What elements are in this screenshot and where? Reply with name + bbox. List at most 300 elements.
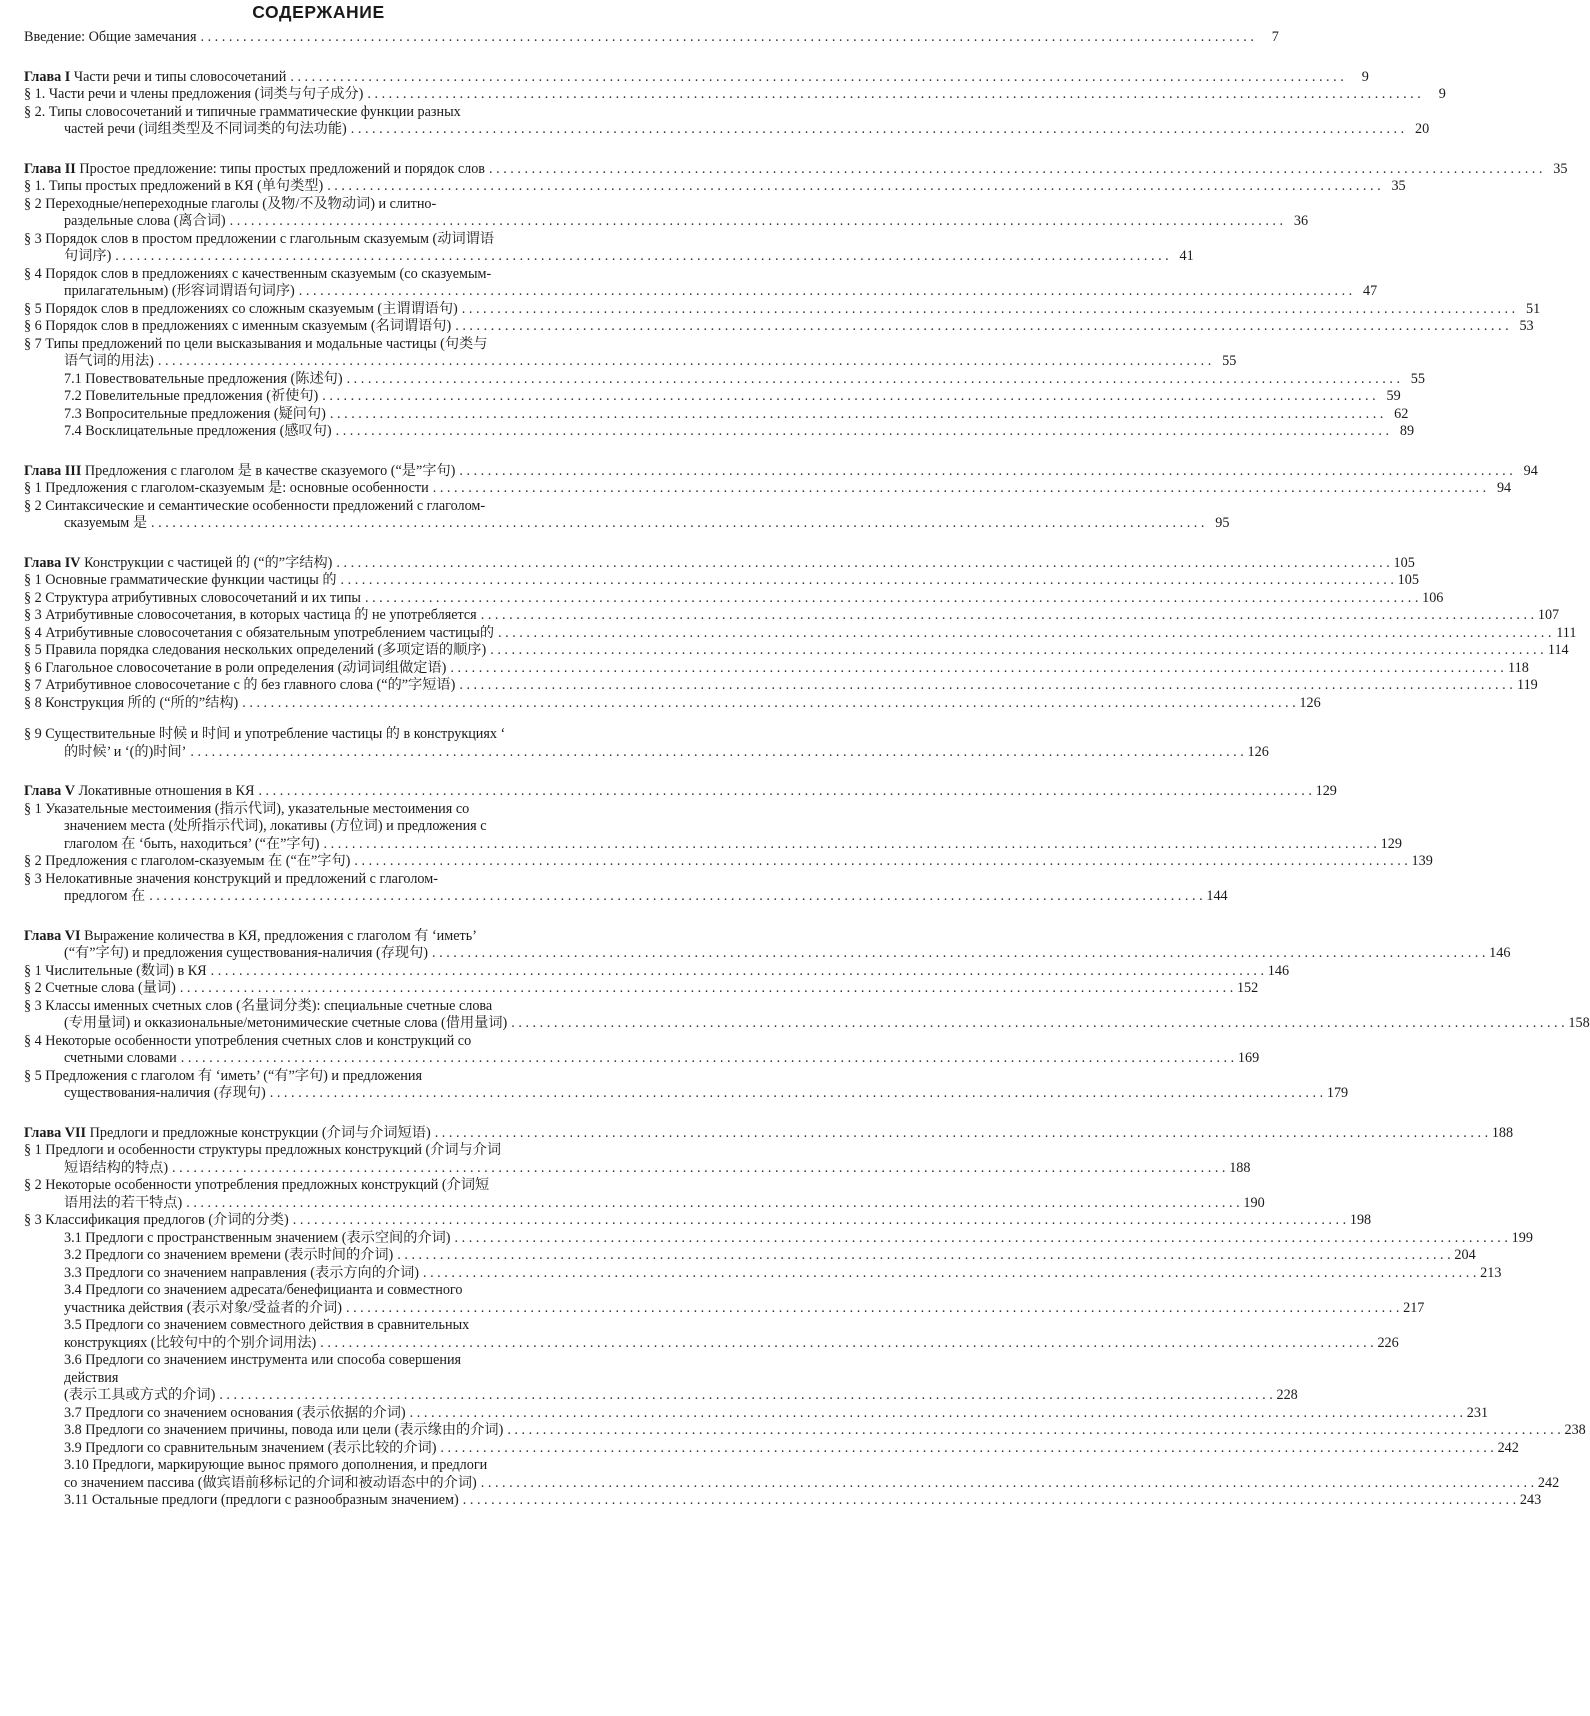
page-number: 59 [1386,388,1401,404]
dot-leader [367,86,1420,104]
page-number: 139 [1411,853,1433,869]
page-number: 158 [1568,1015,1590,1031]
toc-entry-line [24,888,1228,906]
toc-entry-text [64,818,487,836]
toc-subsection-entry[interactable] [24,1422,1586,1440]
dot-leader [327,178,1380,196]
toc-entry-title: § 2 Некоторые особенности употребления предложных конструкций (介词短 [24,1177,490,1193]
chapter-label: Глава VII [24,1124,87,1141]
toc-entry-title: § 7 Типы предложений по цели высказывания и модальные частицы (句类与 [24,335,488,352]
toc-chapter-entry[interactable] [24,927,1511,963]
toc-section-entry[interactable] [24,659,1529,678]
toc-subsection-entry[interactable] [24,1457,1560,1492]
toc-entry-title: § 5 Порядок слов в предложениях со сложным сказуемым (主谓谓语句) [24,300,458,317]
dot-leader [190,744,1243,762]
toc-entry-line [24,104,613,122]
toc-spacer [24,761,613,783]
toc-subsection-entry[interactable] [24,1247,1476,1265]
page-number: 62 [1394,405,1409,422]
toc-entry-line [24,86,1446,104]
toc-section-entry[interactable] [24,624,1577,643]
toc-entry-text [64,1405,406,1423]
toc-entry-line [24,480,1512,498]
toc-entry-line [24,515,1230,533]
toc-entry-title: 3.5 Предлоги со значением совместного действия в сравнительных [64,1317,470,1333]
toc-entry-title: Предложения с глаголом 是 в качестве сказуемого (“是”字句) [81,462,456,479]
toc-section-entry[interactable] [24,800,1402,854]
dot-leader [346,1300,1399,1318]
toc-intro-entry[interactable] [24,29,1279,47]
toc-entry-title: § 4 Атрибутивные словосочетания с обязательным употреблением частицы的 [24,624,495,641]
toc-entry-title: 3.1 Предлоги с пространственным значением (表示空间的介词) [64,1229,451,1246]
dot-leader [341,572,1394,590]
toc-entry-line [24,743,1269,762]
page-number: 41 [1179,248,1194,264]
page-number: 198 [1349,1212,1372,1228]
toc-entry-line [64,1247,1476,1265]
toc-entry-text [24,1212,289,1230]
toc-entry-title: § 3 Порядок слов в простом предложении с глагольным сказуемым (动词谓语 [24,230,495,247]
toc-entry-line [64,1439,1519,1458]
dot-leader [115,248,1168,266]
toc-entry-title: (专用量词) и окказиональные/метонимические счетные слова (借用量词) [64,1015,508,1031]
toc-entry-text [24,1177,489,1195]
chapter-label: Глава II [24,160,76,177]
page-number: 231 [1466,1404,1489,1421]
chapter-label: Глава IV [24,554,81,571]
toc-entry-line [24,642,1569,660]
toc-entry-text [64,1300,342,1318]
page-number: 152 [1236,980,1259,996]
toc-entry-title: 语用法的若干特点) [64,1194,183,1211]
page-number: 36 [1293,213,1309,229]
toc-section-entry[interactable] [24,195,1309,231]
dot-leader [242,695,1295,713]
toc-entry-text [64,1085,266,1103]
dot-leader [322,388,1375,406]
toc-entry-line [64,370,1425,389]
toc-entry-line [64,1422,1586,1440]
toc-entry-title: § 1 Указательные местоимения (指示代词), указательные местоимения со [24,800,470,817]
toc-entry-line [24,835,1402,854]
toc-section-entry[interactable] [24,318,1534,336]
toc-entry-line [24,1033,613,1051]
dot-leader [410,1405,1463,1423]
toc-entry-text [24,29,196,47]
page-number: 190 [1243,1194,1265,1211]
toc-entry-title: § 4 Порядок слов в предложениях с качественным сказуемым (со сказуемым- [24,265,492,282]
dot-leader [435,1125,1488,1143]
page-number: 107 [1537,607,1560,623]
chapter-label: Глава V [24,783,76,799]
toc-entry-title: § 1 Предлоги и особенности структуры предложных конструкций (介词与介词 [24,1142,502,1158]
dot-leader [489,161,1542,179]
toc-entry-title: счетными словами [64,1050,177,1066]
toc-subsection-entry[interactable] [24,1264,1502,1283]
toc-entry-text [64,945,428,963]
dot-leader [459,677,1512,695]
toc-entry-line [64,1264,1502,1283]
toc-entry-title: § 1. Типы простых предложений в КЯ (单句类型) [24,178,324,194]
toc-entry-line [64,1352,613,1370]
toc-entry-line [24,659,1529,678]
toc-entry-line [64,1492,1542,1510]
page-number: 119 [1517,677,1538,693]
toc-entry-line [24,68,1369,87]
toc-entry-title: 短语结构的特点) [64,1159,169,1176]
toc-entry-line [24,1068,613,1086]
toc-entry-title: раздельные слова (离合词) [64,213,226,229]
chapter-label: Глава VI [24,927,81,944]
toc-section-entry[interactable] [24,980,1259,998]
toc-entry-title: действия [64,1369,119,1386]
dot-leader [200,29,1253,47]
dot-leader [354,853,1407,871]
toc-section-entry[interactable] [24,677,1538,695]
toc-entry-title: § 7 Атрибутивное словосочетание с 的 без главного слова (“的”字短语) [24,677,456,693]
toc-entry-text [64,1352,461,1370]
toc-entry-line [24,624,1577,643]
toc-entry-line [64,388,1401,406]
page-number: 144 [1206,888,1228,904]
toc-entry-title: § 2. Типы словосочетаний и типичные грамматические функции разных [24,103,461,120]
toc-entry-text [64,1195,182,1213]
toc-entry-line [24,1142,613,1160]
dot-leader [181,1050,1234,1068]
toc-section-entry[interactable] [24,1212,1372,1230]
page-number: 217 [1403,1299,1425,1316]
toc-entry-line [24,945,1511,963]
toc-entry-text [64,1370,118,1388]
toc-entry-title: § 4 Некоторые особенности употребления счетных слов и конструкций со [24,1032,472,1049]
toc-entry-title: 3.11 Остальные предлоги (предлоги с разнообразным значением) [64,1492,459,1508]
dot-leader [151,515,1204,533]
toc-entry-title: 7.4 Восклицательные предложения (感叹句) [64,423,332,439]
toc-entry-title: § 9 Существительные 时候 и 时间 и употребление частицы 的 в конструкциях ‘ [24,726,506,742]
toc-entry-text [24,695,238,713]
toc-entry-text [24,196,436,214]
toc-section-entry[interactable] [24,480,1512,498]
toc-entry-text [64,1230,451,1248]
toc-entry-text [64,121,347,139]
toc-entry-title: значением места (处所指示代词), локативы (方位词) и предложения с [64,818,487,834]
page-number: 242 [1497,1439,1519,1456]
toc-entry-title: 7.2 Повелительные предложения (祈使句) [64,388,319,404]
dot-leader [211,963,1264,981]
page-number: 126 [1247,743,1269,760]
page-number: 111 [1556,624,1577,641]
toc-subsection-entry[interactable] [24,405,1409,424]
toc-entry-text [64,888,145,906]
toc-subsection-entry[interactable] [24,1439,1519,1458]
toc-entry-title: § 5 Правила порядка следования нескольких определений (多项定语的顺序) [24,642,487,658]
dot-leader [511,1015,1564,1033]
toc-entry-text [64,1265,419,1283]
toc-entry-title: сказуемым 是 [64,515,148,531]
toc-entry-line [24,1194,1265,1213]
toc-entry-title: § 8 Конструкция 所的 (“所的”结构) [24,694,239,711]
page-number: 114 [1547,642,1569,658]
toc-entry-title: 的时候’ и ‘(的)时间’ [64,743,187,760]
toc-subsection-entry[interactable] [24,370,1425,389]
toc-section-entry[interactable] [24,265,1378,301]
toc-entry-title: § 1 Числительные (数词) в КЯ [24,962,207,979]
page-number: 228 [1276,1387,1298,1403]
toc-entry-line [24,962,1290,981]
toc-entry-text [24,963,207,981]
toc-chapter-entry[interactable] [24,1124,1514,1143]
toc-entry-text [24,726,505,744]
toc-entry-text [24,1033,471,1051]
page-number: 105 [1397,572,1419,588]
toc-entry-line [24,462,1538,481]
page-number: 35 [1391,178,1406,194]
dot-leader [397,1247,1450,1265]
toc-section-entry[interactable] [24,997,1590,1033]
dot-leader [498,625,1551,643]
toc-entry-text [24,86,363,104]
toc-entry-title: 句词序) [64,248,112,264]
toc-entry-line [24,1085,1349,1103]
toc-entry-line [64,1282,613,1300]
toc-section-entry[interactable] [24,497,1230,533]
toc-entry-line [24,801,613,819]
toc-entry-line [64,1334,1399,1353]
toc-entry-text [24,660,446,678]
toc-entry-title: 3.4 Предлоги со значением адресата/бенефицианта и совместного [64,1282,463,1298]
dot-leader [320,1335,1373,1353]
toc-subsection-entry[interactable] [24,1352,1298,1405]
toc-subsection-entry[interactable] [24,1404,1489,1423]
toc-entry-title: (“有”字句) и предложения существования-наличия (存现句) [64,945,429,961]
chapter-label: Глава I [24,68,71,85]
dot-leader [293,1212,1346,1230]
page-number: 95 [1215,515,1230,531]
toc-entry-title: 3.10 Предлоги, маркирующие вынос прямого дополнения, и предлоги [64,1457,488,1473]
toc-section-entry[interactable] [24,86,1446,104]
toc-entry-line [64,1317,613,1335]
toc-entry-text [64,213,226,231]
toc-section-entry[interactable] [24,1032,1260,1068]
page-number: 53 [1519,318,1534,334]
toc-subsection-entry[interactable] [24,388,1401,406]
toc-entry-title: 语气词的用法) [64,353,154,369]
toc-section-entry[interactable] [24,572,1419,590]
page-number: 169 [1237,1050,1260,1066]
dot-leader [299,283,1352,301]
toc-entry-title: § 2 Синтаксические и семантические особенности предложений с глаголом- [24,497,486,514]
toc-entry-text [24,266,491,284]
toc-chapter-entry[interactable] [24,783,1337,801]
toc-entry-title: § 1. Части речи и члены предложения (词类与句子成分) [24,86,364,102]
toc-entry-text [24,104,461,122]
toc-entry-text [64,1440,436,1458]
dot-leader [230,213,1283,231]
toc-entry-text [24,1125,431,1143]
dot-leader [433,480,1486,498]
page-number: 226 [1377,1334,1399,1351]
page-number: 106 [1422,589,1444,606]
dot-leader [481,607,1534,625]
page-number: 129 [1315,783,1337,799]
toc-entry-line [24,677,1538,695]
toc-subsection-entry[interactable] [24,1317,1399,1352]
toc-entry-line [24,694,1321,713]
toc-entry-text [24,161,485,179]
toc-entry-line [64,1457,613,1475]
toc-section-entry[interactable] [24,870,1228,906]
dot-leader [459,463,1512,481]
toc-entry-text [64,1457,487,1475]
dot-leader [258,783,1311,801]
toc-entry-line [24,318,1534,336]
toc-entry-line [24,1177,613,1195]
toc-section-entry[interactable] [24,1067,1349,1103]
toc-section-entry[interactable] [24,694,1321,713]
toc-entry-line [24,1124,1514,1143]
toc-section-entry[interactable] [24,1142,1251,1177]
toc-chapter-entry[interactable] [24,462,1538,481]
toc-entry-title: § 6 Порядок слов в предложениях с именным сказуемым (名词谓语句) [24,318,452,334]
table-of-contents [24,29,1590,1510]
page-number: 188 [1229,1159,1251,1176]
toc-entry-line [24,853,1433,871]
toc-entry-text [24,677,455,695]
toc-entry-title: Выражение количества в КЯ, предложения с глаголом 有 ‘иметь’ [80,927,477,944]
dot-leader [186,1195,1239,1213]
toc-entry-line [24,607,1560,625]
toc-entry-line [64,405,1409,424]
page-number: 89 [1399,423,1415,439]
toc-subsection-entry[interactable] [24,1282,1425,1317]
toc-entry-title: 3.7 Предлоги со значением основания (表示依据的介词) [64,1404,406,1421]
toc-section-entry[interactable] [24,103,1430,139]
page-number: 47 [1363,283,1378,299]
page-number: 243 [1519,1492,1542,1508]
toc-section-entry[interactable] [24,589,1444,608]
dot-leader [463,1492,1516,1510]
toc-entry-line [24,726,613,744]
dot-leader [455,318,1508,336]
page-number: 179 [1326,1085,1349,1101]
toc-entry-text [24,231,494,249]
toc-entry-text [24,1068,422,1086]
toc-section-entry[interactable] [24,335,1237,371]
toc-entry-text [24,625,494,643]
toc-entry-line [24,283,1378,301]
toc-entry-line [24,196,613,214]
toc-section-entry[interactable] [24,1177,1265,1212]
toc-entry-text [64,744,186,762]
toc-entry-text [24,480,429,498]
page-number: 94 [1523,462,1538,479]
dot-leader [336,423,1389,441]
toc-entry-text [24,318,451,336]
toc-entry-text [24,1142,501,1160]
toc-entry-text [64,1317,469,1335]
toc-entry-line [24,1015,1590,1033]
dot-leader [270,1085,1323,1103]
toc-chapter-entry[interactable] [24,554,1415,573]
toc-subsection-entry[interactable] [24,423,1415,441]
toc-spacer [24,47,613,69]
dot-leader [455,1230,1508,1248]
dot-leader [481,1475,1534,1493]
toc-subsection-entry[interactable] [24,1229,1533,1248]
toc-entry-text [64,1282,462,1300]
toc-entry-title: со значением пассива (做宾语前移标记的介词和被动语态中的介词) [64,1474,477,1491]
toc-chapter-entry[interactable] [24,68,1369,87]
toc-entry-text [64,1475,477,1493]
toc-entry-text [24,590,361,608]
toc-entry-line [24,300,1541,319]
toc-entry-line [64,1299,1425,1318]
toc-entry-line [24,498,613,516]
toc-section-entry[interactable] [24,607,1560,625]
toc-entry-title: 7.1 Повествовательные предложения (陈述句) [64,370,343,387]
toc-entry-title: 3.9 Предлоги со сравнительным значением (表示比较的介词) [64,1439,437,1456]
page-number: 146 [1489,945,1511,961]
toc-spacer [24,441,613,463]
toc-entry-line [64,1474,1560,1493]
toc-entry-text [24,642,486,660]
dot-leader [432,945,1485,963]
toc-entry-text [24,463,455,481]
page-number: 9 [1361,68,1369,85]
toc-section-entry[interactable] [24,962,1290,981]
toc-section-entry[interactable] [24,178,1406,196]
toc-entry-title: § 3 Классификация предлогов (介词的分类) [24,1212,289,1228]
toc-entry-line [64,1404,1489,1423]
toc-entry-text [64,248,111,266]
toc-spacer [24,139,613,161]
dot-leader [172,1160,1225,1178]
toc-entry-text [64,371,343,389]
toc-entry-text [24,301,458,319]
toc-entry-line [24,589,1444,608]
toc-section-entry[interactable] [24,853,1433,871]
toc-entry-title: 3.2 Предлоги со значением времени (表示时间的介词) [64,1247,394,1263]
toc-entry-text [24,980,176,998]
toc-section-entry[interactable] [24,300,1541,319]
toc-subsection-entry[interactable] [24,1492,1542,1510]
toc-entry-text [64,1387,215,1405]
toc-chapter-entry[interactable] [24,160,1568,179]
dot-leader [462,301,1515,319]
toc-entry-line [24,818,613,836]
toc-entry-title: § 6 Глагольное словосочетание в роли определения (动词词组做定语) [24,659,447,676]
toc-entry-text [64,283,295,301]
dot-leader [450,660,1503,678]
toc-entry-title: Предлоги и предложные конструкции (介词与介词短语) [86,1124,431,1141]
dot-leader [336,555,1389,573]
toc-section-entry[interactable] [24,230,1194,266]
toc-entry-text [24,871,438,889]
page-number: 188 [1491,1124,1514,1141]
toc-entry-title: Части речи и типы словосочетаний [70,68,287,85]
toc-entry-title: 3.8 Предлоги со значением причины, повода или цели (表示缘由的介词) [64,1422,504,1438]
page-number: 129 [1380,835,1402,852]
toc-entry-title: 3.3 Предлоги со значением направления (表示方向的介词) [64,1264,419,1281]
dot-leader [290,69,1343,87]
toc-section-entry[interactable] [24,642,1569,660]
toc-entry-title: § 2 Предложения с глаголом-сказуемым 在 (“在”字句) [24,853,351,869]
toc-entry-line [24,783,1337,801]
toc-entry-line [24,1050,1260,1068]
toc-entry-text [64,1015,507,1033]
toc-section-entry[interactable] [24,726,1269,761]
dot-leader [324,836,1377,854]
